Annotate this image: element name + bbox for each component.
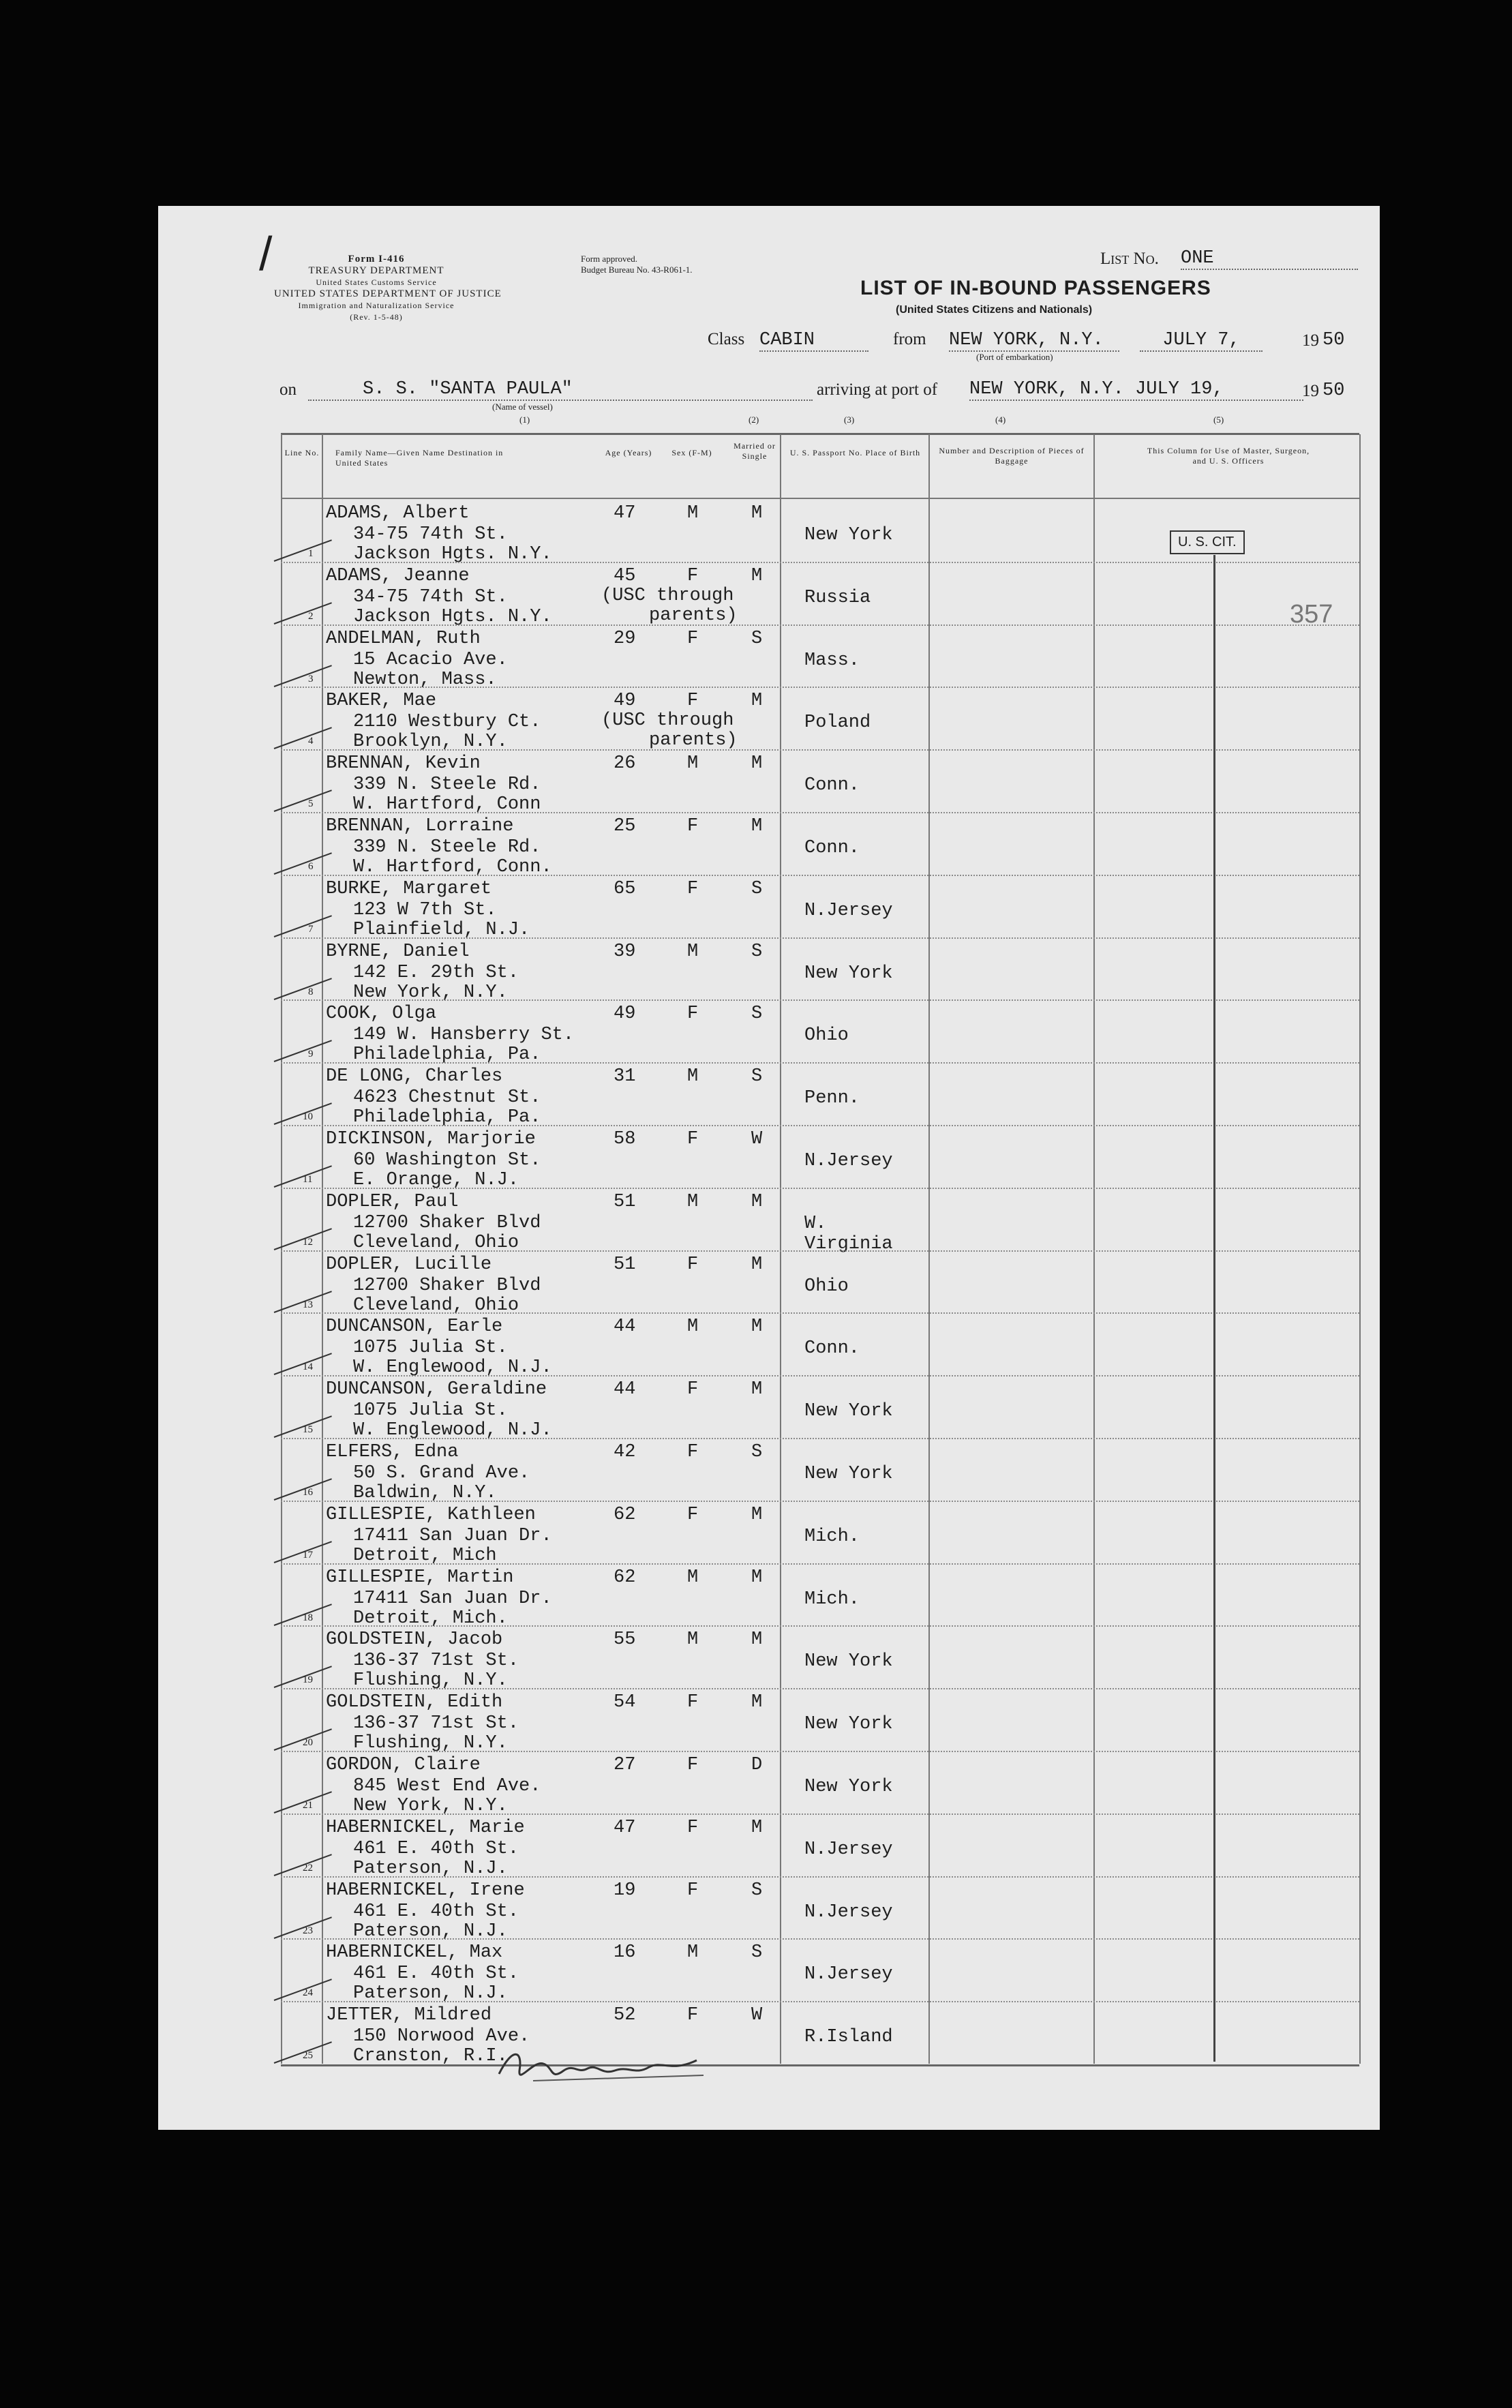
passenger-sex: M (687, 1629, 699, 1651)
passenger-address-1: 12700 Shaker Blvd (353, 1212, 541, 1233)
passenger-birthplace: Poland (804, 712, 871, 734)
passenger-sex: F (687, 816, 699, 837)
row-divider (281, 1938, 1359, 1940)
passenger-age: 47 (614, 1817, 636, 1838)
passenger-birthplace: Russia (804, 587, 871, 608)
passenger-age: 27 (614, 1755, 636, 1775)
passenger-address-2: Cleveland, Ohio (353, 1232, 519, 1253)
manifest-page (158, 206, 1380, 2130)
signature (492, 2033, 710, 2098)
line-number: 7 (308, 923, 314, 935)
passenger-address-2: Plainfield, N.J. (353, 919, 530, 940)
passenger-marital-status: M (751, 565, 763, 586)
passenger-marital-status: S (751, 878, 763, 899)
passenger-marital-status: S (751, 1004, 763, 1025)
citizenship-note-2: parents) (649, 730, 738, 751)
passenger-age: 29 (614, 628, 636, 649)
row-divider (281, 2001, 1359, 2002)
passenger-marital-status: M (751, 1316, 763, 1338)
passenger-sex: F (687, 1254, 699, 1275)
list-no-value: ONE (1181, 248, 1358, 270)
passenger-marital-status: D (751, 1755, 763, 1775)
document-subtitle: (United States Citizens and Nationals) (896, 304, 1093, 316)
row-divider (281, 999, 1359, 1001)
passenger-marital-status: M (751, 1817, 763, 1838)
department-1: TREASURY DEPARTMENT (308, 265, 444, 276)
passenger-address-2: Detroit, Mich (353, 1545, 497, 1566)
passenger-marital-status: S (751, 1066, 763, 1087)
passenger-birthplace: New York (804, 1464, 893, 1484)
approval-line-2: Budget Bureau No. 43-R061-1. (581, 265, 693, 275)
check-mark (274, 915, 332, 937)
passenger-age: 55 (614, 1629, 636, 1651)
passenger-address-1: 142 E. 29th St. (353, 962, 519, 983)
row-divider (281, 812, 1359, 813)
passenger-birthplace: New York (804, 1777, 893, 1797)
header-baggage: Number and Description of Pieces of Baggage (939, 446, 1085, 466)
row-divider (281, 1501, 1359, 1502)
passenger-name: BURKE, Margaret (326, 878, 492, 899)
passenger-age: 58 (614, 1129, 636, 1149)
approval-block (581, 254, 693, 275)
from-label: from (893, 330, 926, 348)
department-2: UNITED STATES DEPARTMENT OF JUSTICE (274, 288, 502, 299)
passenger-sex: F (687, 1004, 699, 1025)
line-number: 12 (303, 1236, 313, 1248)
row-divider (281, 1751, 1359, 1752)
form-agency-block (274, 254, 502, 323)
row-divider (281, 1125, 1359, 1126)
passenger-address-1: 12700 Shaker Blvd (353, 1275, 541, 1296)
passenger-name: GILLESPIE, Kathleen (326, 1504, 536, 1525)
passenger-address-2: Newton, Mass. (353, 669, 497, 690)
service-2: Immigration and Naturalization Service (298, 301, 455, 310)
year-suffix-1: 50 (1322, 330, 1345, 350)
row-divider (281, 749, 1359, 751)
passenger-age: 44 (614, 1316, 636, 1338)
passenger-age: 49 (614, 691, 636, 712)
passenger-name: GILLESPIE, Martin (326, 1567, 514, 1588)
passenger-birthplace: N.Jersey (804, 1839, 893, 1860)
passenger-birthplace: N.Jersey (804, 1901, 893, 1923)
passenger-sex: M (687, 1191, 699, 1212)
row-divider (281, 687, 1359, 688)
passenger-birthplace: Conn. (804, 1338, 860, 1359)
passenger-sex: F (687, 878, 699, 899)
row-divider (281, 937, 1359, 939)
passenger-address-1: 60 Washington St. (353, 1150, 541, 1171)
service-1: United States Customs Service (316, 277, 437, 287)
passenger-name: ADAMS, Albert (326, 503, 470, 524)
passenger-address-1: 2110 Westbury Ct. (353, 712, 541, 733)
passenger-name: BRENNAN, Lorraine (326, 816, 514, 837)
passenger-name: HABERNICKEL, Max (326, 1942, 503, 1963)
citizenship-note-2: parents) (649, 605, 738, 626)
passenger-age: 25 (614, 816, 636, 837)
passenger-birthplace: Mich. (804, 1526, 860, 1547)
vessel-caption: (Name of vessel) (492, 402, 553, 412)
line-number: 8 (308, 986, 314, 997)
form-number: Form I-416 (348, 254, 405, 265)
line-number: 18 (303, 1612, 313, 1623)
list-no-label: List No. (1100, 250, 1159, 268)
passenger-age: 44 (614, 1379, 636, 1400)
passenger-address-1: 123 W 7th St. (353, 899, 497, 920)
citizenship-note-1: (USC through (601, 585, 734, 606)
row-divider (281, 1250, 1359, 1252)
departure-date: JULY 7, (1140, 330, 1262, 352)
from-value: NEW YORK, N.Y. (949, 330, 1119, 352)
passenger-address-1: 17411 San Juan Dr. (353, 1588, 552, 1609)
passenger-birthplace: Conn. (804, 838, 860, 858)
passenger-address-2: Paterson, N.J. (353, 1858, 508, 1879)
passenger-marital-status: M (751, 503, 763, 524)
passenger-address-1: 461 E. 40th St. (353, 1838, 519, 1859)
header-name: Family Name—Given Name Destination in United States (335, 448, 504, 468)
passenger-address-2: Brooklyn, N.Y. (353, 732, 508, 753)
row-divider (281, 624, 1359, 626)
passenger-marital-status: M (751, 1567, 763, 1588)
passenger-birthplace: N.Jersey (804, 900, 893, 921)
passenger-age: 39 (614, 941, 636, 962)
passenger-marital-status: M (751, 1504, 763, 1525)
passenger-name: BYRNE, Daniel (326, 941, 470, 962)
passenger-address-2: E. Orange, N.J. (353, 1170, 519, 1190)
passenger-address-2: New York, N.Y. (353, 1796, 508, 1816)
passenger-name: GORDON, Claire (326, 1755, 481, 1775)
passenger-birthplace: Ohio (804, 1276, 849, 1297)
line-number: 20 (303, 1737, 313, 1749)
passenger-name: DE LONG, Charles (326, 1066, 503, 1087)
passenger-sex: F (687, 1442, 699, 1462)
line-number: 5 (308, 798, 314, 810)
passenger-sex: F (687, 1379, 699, 1400)
passenger-age: 54 (614, 1692, 636, 1713)
passenger-address-2: Cranston, R.I. (353, 2046, 508, 2067)
line-number: 15 (303, 1424, 313, 1436)
row-divider (281, 1813, 1359, 1815)
passenger-address-2: Jackson Hgts. N.Y. (353, 606, 552, 627)
passenger-address-2: Paterson, N.J. (353, 1921, 508, 1942)
passenger-birthplace: New York (804, 1401, 893, 1422)
column-divider (322, 434, 323, 2064)
passenger-address-1: 339 N. Steele Rd. (353, 774, 541, 796)
passenger-address-1: 149 W. Hansberry St. (353, 1025, 575, 1046)
passenger-address-1: 50 S. Grand Ave. (353, 1463, 530, 1484)
passenger-sex: F (687, 565, 699, 586)
class-value: CABIN (759, 330, 868, 352)
vessel-name: S. S. "SANTA PAULA" (308, 379, 813, 401)
passenger-sex: M (687, 1567, 699, 1588)
passenger-marital-status: M (751, 691, 763, 712)
line-number: 9 (308, 1049, 314, 1060)
passenger-name: DOPLER, Paul (326, 1191, 459, 1212)
line-number: 25 (303, 2050, 313, 2062)
header-sex: Sex (F-M) (671, 448, 712, 457)
column-number-4: (4) (995, 415, 1006, 425)
passenger-name: DICKINSON, Marjorie (326, 1129, 536, 1149)
approval-line-1: Form approved. (581, 254, 638, 264)
passenger-address-2: Flushing, N.Y. (353, 1670, 508, 1691)
passenger-address-1: 1075 Julia St. (353, 1338, 508, 1359)
year-suffix-2: 50 (1322, 380, 1345, 401)
line-number: 4 (308, 736, 314, 747)
passenger-address-2: Flushing, N.Y. (353, 1733, 508, 1754)
passenger-address-1: 4623 Chestnut St. (353, 1087, 541, 1109)
citizen-stamp: U. S. CIT. (1170, 530, 1245, 554)
passenger-sex: M (687, 1066, 699, 1087)
passenger-address-2: W. Hartford, Conn (353, 794, 541, 815)
on-label: on (279, 380, 297, 399)
passenger-address-2: W. Englewood, N.J. (353, 1357, 552, 1379)
passenger-name: HABERNICKEL, Irene (326, 1880, 525, 1901)
page-number: 357 (1290, 600, 1333, 629)
line-number: 22 (303, 1862, 313, 1873)
line-number: 16 (303, 1487, 313, 1498)
arriving-label: arriving at port of (817, 380, 938, 399)
passenger-sex: M (687, 1942, 699, 1963)
stamp-leader-line (1213, 555, 1215, 2062)
passenger-age: 47 (614, 503, 636, 524)
passenger-age: 26 (614, 753, 636, 774)
row-divider (281, 1188, 1359, 1189)
passenger-address-1: 15 Acacio Ave. (353, 649, 508, 670)
row-divider (281, 1438, 1359, 1439)
passenger-address-1: 1075 Julia St. (353, 1400, 508, 1421)
passenger-marital-status: W (751, 2005, 763, 2026)
passenger-sex: F (687, 1129, 699, 1149)
line-number: 1 (308, 548, 314, 559)
passenger-birthplace: Penn. (804, 1088, 860, 1109)
passenger-marital-status: S (751, 941, 763, 962)
column-number-3: (3) (844, 415, 855, 425)
header-line-no: Line No. (284, 448, 320, 457)
row-divider (281, 1876, 1359, 1878)
document-title: LIST OF IN-BOUND PASSENGERS (860, 277, 1211, 299)
passenger-address-1: 845 West End Ave. (353, 1776, 541, 1796)
line-number: 11 (303, 1174, 313, 1185)
passenger-marital-status: M (751, 753, 763, 774)
passenger-birthplace-2: Virginia (804, 1233, 893, 1254)
passenger-marital-status: M (751, 1629, 763, 1651)
passenger-sex: F (687, 1504, 699, 1525)
passenger-birthplace: W. (804, 1213, 827, 1234)
passenger-age: 45 (614, 565, 636, 586)
header-birthplace: U. S. Passport No. Place of Birth (789, 448, 921, 457)
column-divider (928, 434, 930, 2064)
passenger-marital-status: M (751, 1379, 763, 1400)
passenger-sex: F (687, 628, 699, 649)
passenger-marital-status: M (751, 1191, 763, 1212)
year-prefix-2: 19 (1302, 382, 1319, 400)
revision: (Rev. 1-5-48) (350, 312, 403, 322)
passenger-address-1: 461 E. 40th St. (353, 1963, 519, 1985)
check-mark (274, 602, 332, 624)
passenger-address-1: 17411 San Juan Dr. (353, 1525, 552, 1546)
passenger-name: COOK, Olga (326, 1004, 437, 1025)
column-divider (1093, 434, 1095, 2064)
check-mark (274, 789, 332, 812)
passenger-sex: F (687, 691, 699, 712)
passenger-age: 42 (614, 1442, 636, 1462)
check-mark (274, 1040, 332, 1063)
margin-mark: / (259, 227, 273, 280)
passenger-sex: M (687, 1316, 699, 1338)
passenger-address-2: W. Englewood, N.J. (353, 1420, 552, 1441)
line-number: 3 (308, 673, 314, 684)
passenger-address-1: 34-75 74th St. (353, 524, 508, 545)
passenger-birthplace: Conn. (804, 775, 860, 796)
row-divider (281, 875, 1359, 876)
check-mark (274, 727, 332, 750)
passenger-birthplace: New York (804, 525, 893, 545)
passenger-age: 62 (614, 1567, 636, 1588)
passenger-age: 16 (614, 1942, 636, 1963)
passenger-name: GOLDSTEIN, Edith (326, 1692, 503, 1713)
passenger-age: 19 (614, 1880, 636, 1901)
passenger-birthplace: Mass. (804, 650, 860, 671)
passenger-birthplace: New York (804, 1714, 893, 1735)
passenger-birthplace: N.Jersey (804, 1151, 893, 1171)
passenger-address-1: 150 Norwood Ave. (353, 2026, 530, 2047)
passenger-birthplace: Mich. (804, 1589, 860, 1610)
passenger-sex: M (687, 503, 699, 524)
passenger-name: HABERNICKEL, Marie (326, 1817, 525, 1838)
check-mark (274, 978, 332, 1000)
line-number: 10 (303, 1111, 313, 1123)
passenger-birthplace: New York (804, 1651, 893, 1672)
passenger-age: 31 (614, 1066, 636, 1087)
passenger-name: GOLDSTEIN, Jacob (326, 1629, 503, 1651)
passenger-age: 51 (614, 1254, 636, 1275)
passenger-age: 51 (614, 1191, 636, 1212)
passenger-age: 62 (614, 1504, 636, 1525)
passenger-address-2: Jackson Hgts. N.Y. (353, 544, 552, 565)
passenger-address-2: New York, N.Y. (353, 982, 508, 1003)
passenger-address-2: Paterson, N.J. (353, 1983, 508, 2004)
column-number-1: (1) (519, 415, 530, 425)
passenger-age: 65 (614, 878, 636, 899)
passenger-marital-status: S (751, 628, 763, 649)
passenger-address-1: 461 E. 40th St. (353, 1901, 519, 1922)
passenger-sex: F (687, 1692, 699, 1713)
passenger-marital-status: S (751, 1880, 763, 1901)
line-number: 13 (303, 1299, 313, 1310)
column-divider (1359, 434, 1361, 2064)
line-number: 2 (308, 610, 314, 622)
check-mark (274, 852, 332, 875)
passenger-name: DUNCANSON, Geraldine (326, 1379, 547, 1400)
table-top-rule (281, 433, 1359, 435)
passenger-marital-status: M (751, 1254, 763, 1275)
passenger-name: DUNCANSON, Earle (326, 1316, 503, 1338)
passenger-address-1: 339 N. Steele Rd. (353, 837, 541, 858)
passenger-birthplace: R.Island (804, 2027, 893, 2048)
passenger-birthplace: Ohio (804, 1025, 849, 1047)
passenger-address-1: 136-37 71st St. (353, 1651, 519, 1672)
passenger-address-1: 136-37 71st St. (353, 1713, 519, 1734)
citizenship-note-1: (USC through (601, 710, 734, 732)
line-number: 24 (303, 1987, 313, 1999)
arriving-value: NEW YORK, N.Y. JULY 19, (969, 379, 1303, 401)
year-prefix-1: 19 (1302, 331, 1319, 350)
line-number: 17 (303, 1549, 313, 1561)
passenger-name: DOPLER, Lucille (326, 1254, 492, 1275)
passenger-marital-status: M (751, 1692, 763, 1713)
passenger-sex: F (687, 1880, 699, 1901)
passenger-birthplace: New York (804, 963, 893, 984)
line-number: 19 (303, 1674, 313, 1686)
passenger-address-2: Philadelphia, Pa. (353, 1107, 541, 1128)
passenger-name: ADAMS, Jeanne (326, 565, 470, 586)
passenger-marital-status: W (751, 1129, 763, 1149)
passenger-age: 52 (614, 2005, 636, 2026)
row-divider (281, 1312, 1359, 1314)
passenger-birthplace: N.Jersey (804, 1964, 893, 1985)
passenger-age: 49 (614, 1004, 636, 1025)
column-number-5: (5) (1213, 415, 1224, 425)
passenger-sex: F (687, 2005, 699, 2026)
check-mark (274, 665, 332, 687)
row-divider (281, 1563, 1359, 1565)
passenger-address-2: Baldwin, N.Y. (353, 1483, 497, 1503)
class-label: Class (708, 330, 745, 348)
column-divider (281, 434, 282, 2064)
line-number: 21 (303, 1800, 313, 1811)
passenger-name: ELFERS, Edna (326, 1442, 459, 1462)
passenger-marital-status: M (751, 816, 763, 837)
passenger-address-2: Philadelphia, Pa. (353, 1044, 541, 1066)
passenger-marital-status: S (751, 1442, 763, 1462)
row-divider (281, 1688, 1359, 1689)
passenger-name: BRENNAN, Kevin (326, 753, 481, 774)
row-divider (281, 1062, 1359, 1064)
passenger-sex: F (687, 1755, 699, 1775)
passenger-sex: M (687, 753, 699, 774)
port-embarkation-caption: (Port of embarkation) (976, 352, 1053, 362)
row-divider (281, 1625, 1359, 1627)
line-number: 14 (303, 1361, 313, 1373)
passenger-address-1: 34-75 74th St. (353, 586, 508, 607)
passenger-address-2: Detroit, Mich. (353, 1608, 508, 1629)
line-number: 6 (308, 861, 314, 872)
header-bottom-rule (281, 498, 1359, 499)
header-officers: This Column for Use of Master, Surgeon, and U. S. Officers (1147, 446, 1310, 466)
check-mark (274, 539, 332, 562)
passenger-address-2: W. Hartford, Conn. (353, 857, 552, 877)
passenger-name: ANDELMAN, Ruth (326, 628, 481, 649)
header-married: Married or Single (734, 441, 776, 461)
passenger-marital-status: S (751, 1942, 763, 1963)
row-divider (281, 1375, 1359, 1376)
column-divider (780, 434, 781, 2064)
passenger-sex: M (687, 941, 699, 962)
passenger-name: BAKER, Mae (326, 691, 437, 712)
passenger-address-2: Cleveland, Ohio (353, 1295, 519, 1316)
column-number-2: (2) (749, 415, 759, 425)
row-divider (281, 562, 1359, 563)
passenger-sex: F (687, 1817, 699, 1838)
line-number: 23 (303, 1925, 313, 1936)
passenger-name: JETTER, Mildred (326, 2005, 492, 2026)
header-age: Age (Years) (605, 448, 652, 457)
